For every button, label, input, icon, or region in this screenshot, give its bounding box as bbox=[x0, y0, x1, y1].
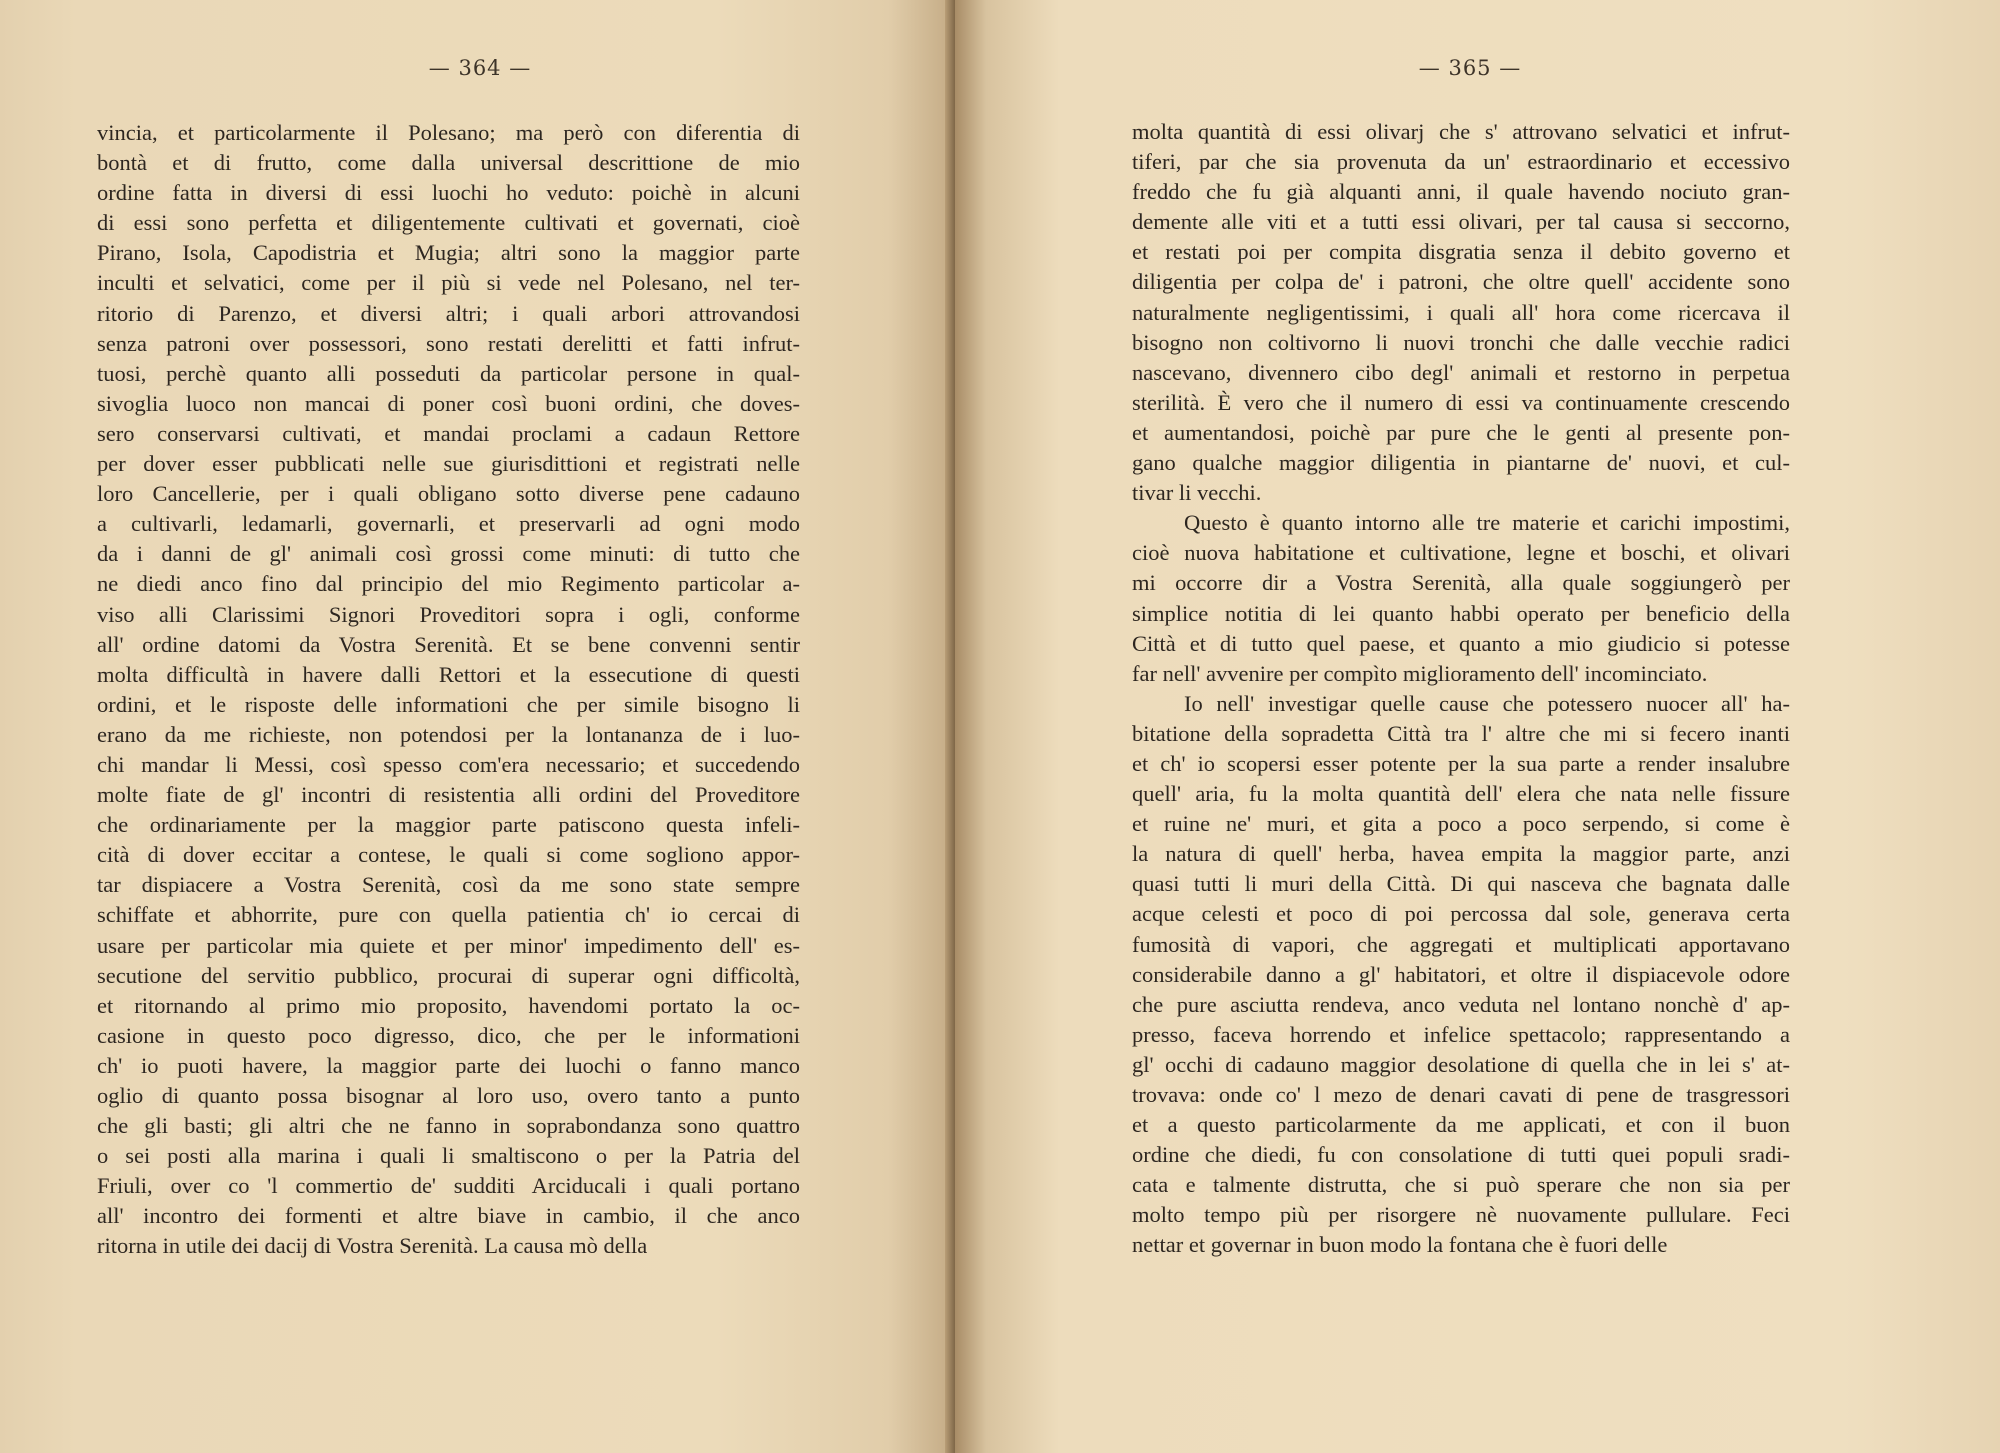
text-line: inculti et selvatici, come per il più si vede nel Polesano, nel ter- bbox=[97, 270, 800, 296]
text-line: tar dispiacere a Vostra Serenità, così da me sono state sempre bbox=[97, 872, 800, 898]
text-line: et ch' io scopersi esser potente per la sua parte a render insalubre bbox=[1132, 750, 1790, 776]
text-line: tuosi, perchè quanto alli posseduti da particolar persone in qual- bbox=[97, 360, 800, 386]
text-line: considerabile danno a gl' habitatori, et oltre il dispiacevole odore bbox=[1132, 961, 1790, 987]
text-line: cata e talmente distrutta, che si può sperare che non sia per bbox=[1132, 1172, 1790, 1198]
text-line: fumosità di vapori, che aggregati et multiplicati apportavano bbox=[1132, 931, 1790, 957]
text-line: et a questo particolarmente da me applicati, et con il buon bbox=[1132, 1112, 1790, 1138]
text-line: cioè nuova habitatione et cultivatione, legne et boschi, et olivari bbox=[1132, 540, 1790, 566]
text-line: nascevano, divennero cibo degl' animali et restorno in perpetua bbox=[1132, 359, 1790, 385]
text-line: sero conservarsi cultivati, et mandai proclami a cadaun Rettore bbox=[97, 420, 800, 446]
text-line: da i danni de gl' animali così grossi come minuti: di tutto che bbox=[97, 541, 800, 567]
text-line: Friuli, over co 'l commertio de' sudditi Arciducali i quali portano bbox=[97, 1173, 800, 1199]
text-line: loro Cancellerie, per i quali obligano sotto diverse pene cadauno bbox=[97, 481, 800, 507]
text-line: quasi tutti li muri della Città. Di qui nasceva che bagnata dalle bbox=[1132, 871, 1790, 897]
text-line: di essi sono perfetta et diligentemente cultivati et governati, cioè bbox=[97, 210, 800, 236]
text-line: a cultivarli, ledamarli, governarli, et preservarli ad ogni modo bbox=[97, 511, 800, 537]
text-line: freddo che fu già alquanti anni, il quale havendo nociuto gran- bbox=[1132, 179, 1790, 205]
text-line: mi occorre dir a Vostra Serenità, alla quale soggiungerò per bbox=[1132, 570, 1790, 596]
text-line: usare per particolar mia quiete et per minor' impedimento dell' es- bbox=[97, 932, 800, 958]
text-line: senza patroni over possessori, sono restati derelitti et fatti infrut- bbox=[97, 330, 800, 356]
page-text bbox=[97, 118, 800, 1262]
text-line: ordini, et le risposte delle informationi che per simile bisogno li bbox=[97, 691, 800, 717]
text-line: et ruine ne' muri, et gita a poco a poco serpendo, si come è bbox=[1132, 811, 1790, 837]
text-line: all' ordine datomi da Vostra Serenità. Et se bene convenni sentir bbox=[97, 631, 800, 657]
text-line: et ritornando al primo mio proposito, havendomi portato la oc- bbox=[97, 992, 800, 1018]
text-line: far nell' avvenire per compìto miglioramento dell' incominciato. bbox=[1132, 660, 1708, 686]
text-line: simplice notitia di lei quanto habbi operato per beneficio della bbox=[1132, 600, 1790, 626]
text-line: o sei posti alla marina i quali li smaltiscono o per la Patria del bbox=[97, 1143, 800, 1169]
text-line: demente alle viti et a tutti essi olivari, per tal causa si seccorno, bbox=[1132, 209, 1790, 235]
text-line: erano da me richieste, non potendosi per la lontananza de i luo- bbox=[97, 721, 800, 747]
text-line: bontà et di frutto, come dalla universal descrittione de mio bbox=[97, 150, 800, 176]
text-line: diligentia per colpa de' i patroni, che oltre quell' accidente sono bbox=[1132, 269, 1790, 295]
text-line: all' incontro dei formenti et altre biave in cambio, il che anco bbox=[97, 1203, 800, 1229]
text-line: che gli basti; gli altri che ne fanno in soprabondanza sono quattro bbox=[97, 1113, 800, 1139]
text-line: naturalmente negligentissimi, i quali all' hora come ricercava il bbox=[1132, 299, 1790, 325]
text-line: tiferi, par che sia provenuta da un' estraordinario et eccessivo bbox=[1132, 149, 1790, 175]
text-line: acque celesti et poco di poi percossa dal sole, generava certa bbox=[1132, 901, 1790, 927]
text-line: vincia, et particolarmente il Polesano; ma però con diferentia di bbox=[97, 120, 800, 145]
left-page bbox=[0, 0, 955, 1453]
text-line: et aumentandosi, poichè par pure che le genti al presente pon- bbox=[1132, 419, 1790, 445]
text-line: Questo è quanto intorno alle tre materie et carichi impostimi, bbox=[1184, 510, 1790, 536]
text-line: molto tempo più per risorgere nè nuovamente pullulare. Feci bbox=[1132, 1202, 1790, 1228]
text-line: la natura di quell' herba, havea empita la maggior parte, anzi bbox=[1132, 841, 1790, 867]
text-line: Pirano, Isola, Capodistria et Mugia; altri sono la maggior parte bbox=[97, 240, 800, 266]
text-line: molta quantità di essi olivarj che s' attrovano selvatici et infrut- bbox=[1132, 119, 1790, 144]
text-line: tivar li vecchi. bbox=[1132, 480, 1262, 506]
text-line: che pure asciutta rendeva, anco veduta nel lontano nonchè d' ap- bbox=[1132, 991, 1790, 1017]
text-line: casione in questo poco digresso, dico, che per le informationi bbox=[97, 1022, 800, 1048]
page-text bbox=[1132, 117, 1790, 1261]
text-line: Città et di tutto quel paese, et quanto a mio giudicio si potesse bbox=[1132, 630, 1790, 656]
text-line: molte fiate de gl' incontri di resistentia alli ordini del Proveditore bbox=[97, 782, 800, 808]
text-line: gl' occhi di cadauno maggior desolatione di quella che in lei s' at- bbox=[1132, 1051, 1790, 1077]
text-line: ordine fatta in diversi di essi luochi ho veduto: poichè in alcuni bbox=[97, 180, 800, 206]
text-line: viso alli Clarissimi Signori Proveditori sopra i ogli, conforme bbox=[97, 601, 800, 627]
text-line: cità di dover eccitar a contese, le quali si come sogliono appor- bbox=[97, 842, 800, 868]
text-line: ch' io puoti havere, la maggior parte dei luochi o fanno manco bbox=[97, 1052, 800, 1078]
text-line: ritorna in utile dei dacij di Vostra Serenità. La causa mò della bbox=[97, 1233, 648, 1259]
text-line: molta difficultà in havere dalli Rettori et la essecutione di questi bbox=[97, 661, 800, 687]
text-line: trovava: onde co' l mezo de denari cavati di pene de trasgressori bbox=[1132, 1082, 1790, 1107]
text-line: oglio di quanto possa bisognar al loro uso, overo tanto a punto bbox=[97, 1083, 800, 1108]
text-line: chi mandar li Messi, così spesso com'era necessario; et succedendo bbox=[97, 751, 800, 777]
text-line: gano qualche maggior diligentia in piantarne de' nuovi, et cul- bbox=[1132, 450, 1790, 476]
text-line: sterilità. È vero che il numero di essi va continuamente crescendo bbox=[1132, 389, 1790, 415]
text-line: Io nell' investigar quelle cause che potessero nuocer all' ha- bbox=[1184, 690, 1790, 716]
text-line: ritorio di Parenzo, et diversi altri; i quali arbori attrovandosi bbox=[97, 300, 800, 326]
text-line: bitatione della sopradetta Città tra l' altre che mi si fecero inanti bbox=[1132, 720, 1790, 746]
text-line: ne diedi anco fino dal principio del mio Regimento particolar a- bbox=[97, 571, 800, 597]
text-line: per dover esser pubblicati nelle sue giurisdittioni et registrati nelle bbox=[97, 451, 800, 477]
right-page bbox=[955, 0, 2000, 1453]
text-line: secutione del servitio pubblico, procurai di superar ogni difficoltà, bbox=[97, 962, 800, 988]
page-number-header: — 365 — bbox=[1418, 56, 1522, 80]
text-line: quell' aria, fu la molta quantità dell' elera che nata nelle fissure bbox=[1132, 781, 1790, 807]
text-line: schiffate et abhorrite, pure con quella patientia ch' io cercai di bbox=[97, 902, 800, 928]
text-line: bisogno non coltivorno li nuovi tronchi che dalle vecchie radici bbox=[1132, 329, 1790, 355]
text-line: ordine che diedi, fu con consolatione di tutti quei populi sradi- bbox=[1132, 1142, 1790, 1168]
text-line: che ordinariamente per la maggior parte patiscono questa infeli- bbox=[97, 812, 800, 838]
text-line: nettar et governar in buon modo la fontana che è fuori delle bbox=[1132, 1232, 1668, 1258]
page-number-header: — 364 — bbox=[428, 56, 532, 80]
text-line: presso, faceva horrendo et infelice spettacolo; rappresentando a bbox=[1132, 1021, 1790, 1047]
text-line: sivoglia luoco non mancai di poner così buoni ordini, che doves- bbox=[97, 390, 800, 416]
text-line: et restati poi per compita disgratia senza il debito governo et bbox=[1132, 239, 1790, 265]
